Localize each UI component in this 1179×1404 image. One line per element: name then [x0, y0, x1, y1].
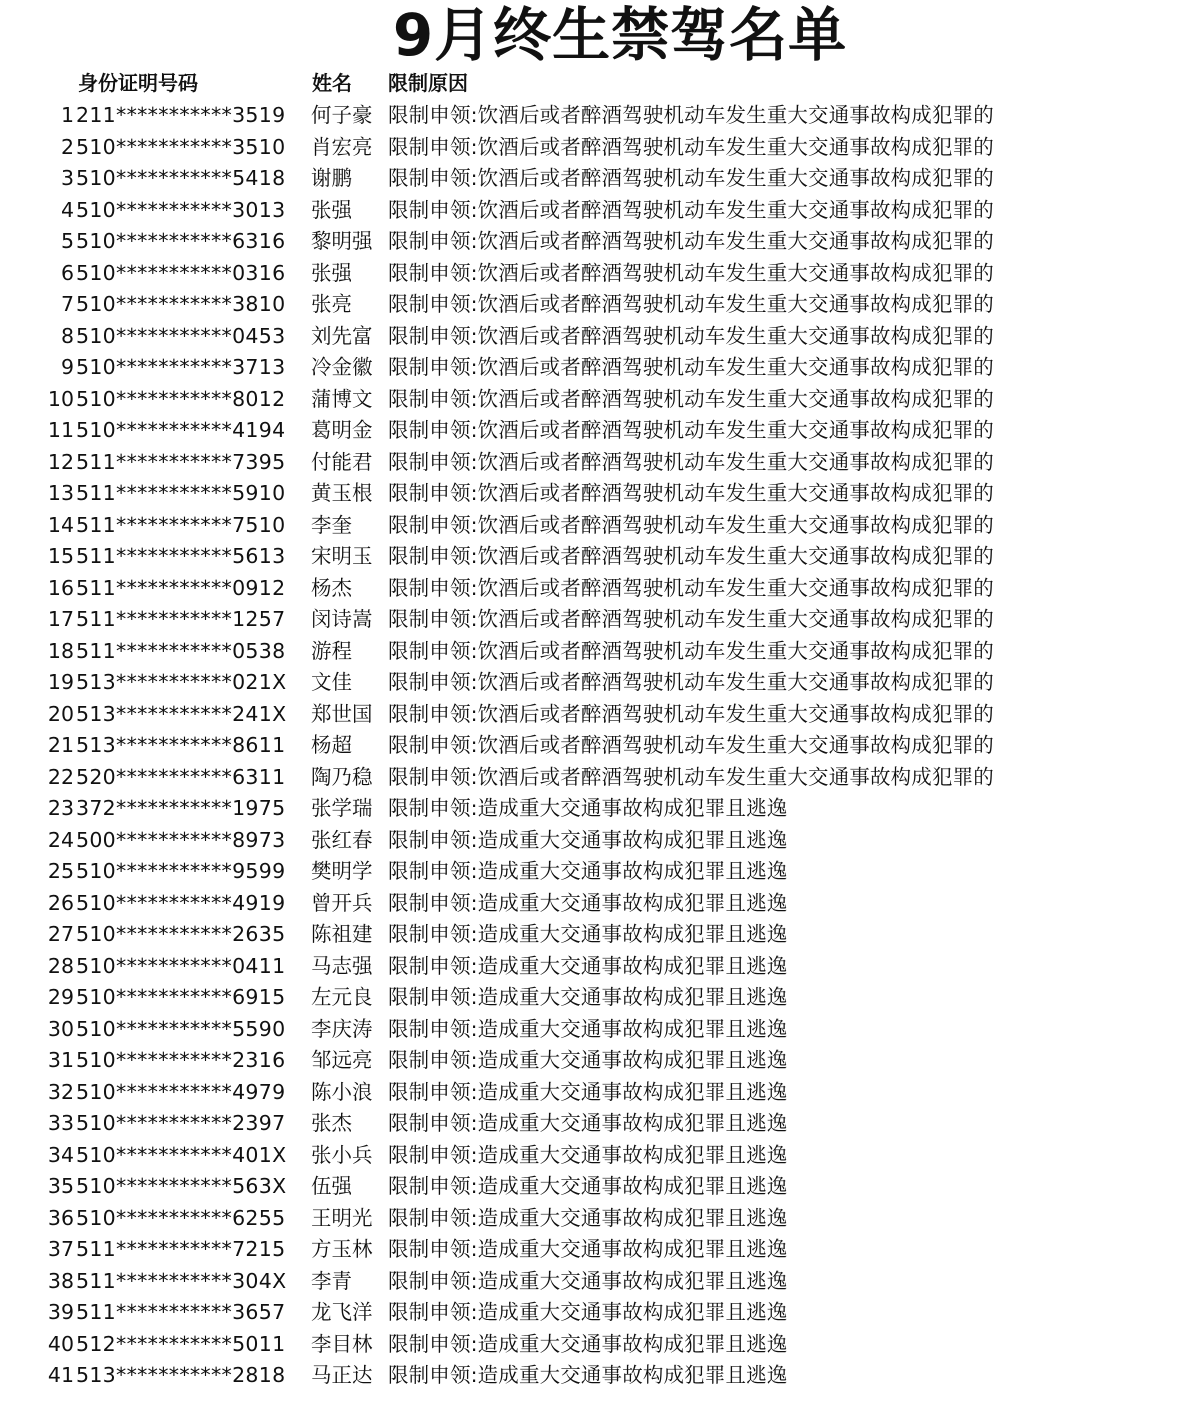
row-index: 5 — [60, 229, 74, 253]
row-id-number: 510***********5590 — [76, 1016, 286, 1041]
table-row — [0, 604, 1179, 636]
row-index: 40 — [47, 1331, 74, 1356]
row-id-number: 511***********3657 — [76, 1300, 286, 1324]
row-index: 8 — [60, 323, 74, 348]
row-index: 16 — [47, 575, 74, 600]
row-name: 张学瑞 — [311, 796, 373, 820]
row-id-number: 511***********7215 — [76, 1237, 286, 1261]
row-id-number: 510***********0411 — [76, 953, 286, 978]
table-row — [0, 730, 1179, 762]
row-id-number: 513***********021X — [76, 670, 287, 694]
row-index: 10 — [47, 386, 74, 411]
table-row — [0, 289, 1179, 321]
row-name: 李青 — [311, 1268, 352, 1293]
row-reason: 限制申领:饮酒后或者醉酒驾驶机动车发生重大交通事故构成犯罪的 — [388, 512, 994, 537]
row-id-number: 510***********5418 — [76, 166, 286, 190]
row-reason: 限制申领:造成重大交通事故构成犯罪且逃逸 — [388, 1048, 788, 1072]
row-id-number: 510***********401X — [76, 1142, 287, 1167]
row-id-number: 372***********1975 — [76, 796, 286, 820]
row-index: 15 — [47, 544, 74, 568]
row-id-number: 510***********6316 — [76, 229, 286, 253]
table-row — [0, 573, 1179, 605]
row-name: 宋明玉 — [311, 544, 373, 568]
row-index: 4 — [60, 197, 74, 222]
row-id-number: 511***********304X — [76, 1268, 287, 1293]
row-id-number: 510***********2635 — [76, 922, 286, 946]
row-reason: 限制申领:造成重大交通事故构成犯罪且逃逸 — [388, 796, 788, 820]
row-id-number: 511***********5613 — [76, 544, 286, 568]
row-reason: 限制申领:造成重大交通事故构成犯罪且逃逸 — [388, 1331, 788, 1356]
row-name: 王明光 — [311, 1205, 373, 1230]
row-name: 张小兵 — [311, 1142, 373, 1167]
row-reason: 限制申领:饮酒后或者醉酒驾驶机动车发生重大交通事故构成犯罪的 — [388, 134, 994, 159]
row-id-number: 510***********0316 — [76, 260, 286, 285]
row-id-number: 510***********4194 — [76, 418, 286, 442]
row-reason: 限制申领:饮酒后或者醉酒驾驶机动车发生重大交通事故构成犯罪的 — [388, 355, 994, 379]
row-reason: 限制申领:造成重大交通事故构成犯罪且逃逸 — [388, 1111, 788, 1135]
row-reason: 限制申领:造成重大交通事故构成犯罪且逃逸 — [388, 922, 788, 946]
row-id-number: 510***********2316 — [76, 1048, 286, 1072]
table-row — [0, 667, 1179, 699]
row-name: 马志强 — [311, 953, 373, 978]
row-reason: 限制申领:造成重大交通事故构成犯罪且逃逸 — [388, 985, 788, 1009]
row-index: 18 — [47, 638, 74, 663]
row-name: 杨杰 — [311, 575, 352, 600]
row-name: 何子豪 — [311, 103, 373, 127]
row-index: 33 — [47, 1111, 74, 1135]
table-row — [0, 258, 1179, 290]
row-index: 21 — [47, 733, 74, 757]
row-reason: 限制申领:饮酒后或者醉酒驾驶机动车发生重大交通事故构成犯罪的 — [388, 733, 994, 757]
row-name: 谢鹏 — [311, 166, 352, 190]
row-name: 张亮 — [311, 292, 352, 316]
row-reason: 限制申领:造成重大交通事故构成犯罪且逃逸 — [388, 1174, 788, 1198]
row-name: 李奎 — [311, 512, 352, 537]
table-row — [0, 762, 1179, 794]
row-name: 杨超 — [311, 733, 352, 757]
row-id-number: 211***********3519 — [76, 103, 286, 127]
row-reason: 限制申领:饮酒后或者醉酒驾驶机动车发生重大交通事故构成犯罪的 — [388, 481, 994, 505]
row-index: 7 — [60, 292, 74, 316]
row-reason: 限制申领:造成重大交通事故构成犯罪且逃逸 — [388, 953, 788, 978]
row-reason: 限制申领:饮酒后或者醉酒驾驶机动车发生重大交通事故构成犯罪的 — [388, 544, 994, 568]
table-row — [0, 1014, 1179, 1046]
table-row — [0, 478, 1179, 510]
row-reason: 限制申领:造成重大交通事故构成犯罪且逃逸 — [388, 1016, 788, 1041]
row-index: 31 — [47, 1048, 74, 1072]
row-reason: 限制申领:饮酒后或者醉酒驾驶机动车发生重大交通事故构成犯罪的 — [388, 197, 994, 222]
row-reason: 限制申领:饮酒后或者醉酒驾驶机动车发生重大交通事故构成犯罪的 — [388, 386, 994, 411]
table-body — [0, 100, 1179, 1392]
row-id-number: 500***********8973 — [76, 827, 286, 852]
row-id-number: 512***********5011 — [76, 1331, 286, 1356]
row-id-number: 511***********0538 — [76, 638, 286, 663]
row-index: 1 — [60, 103, 74, 127]
row-id-number: 513***********8611 — [76, 733, 286, 757]
row-name: 肖宏亮 — [311, 134, 373, 159]
row-index: 17 — [47, 607, 74, 631]
row-reason: 限制申领:饮酒后或者醉酒驾驶机动车发生重大交通事故构成犯罪的 — [388, 607, 994, 631]
row-id-number: 510***********6915 — [76, 985, 286, 1009]
page-title: 9月终生禁驾名单 — [392, 1, 848, 69]
row-reason: 限制申领:饮酒后或者醉酒驾驶机动车发生重大交通事故构成犯罪的 — [388, 166, 994, 190]
table-row — [0, 1266, 1179, 1298]
table-row — [0, 163, 1179, 195]
table-row — [0, 100, 1179, 132]
row-reason: 限制申领:饮酒后或者醉酒驾驶机动车发生重大交通事故构成犯罪的 — [388, 418, 994, 442]
row-index: 27 — [47, 922, 74, 946]
row-name: 葛明金 — [311, 418, 373, 442]
row-index: 29 — [47, 985, 74, 1009]
row-name: 张红春 — [311, 827, 373, 852]
table-row — [0, 541, 1179, 573]
row-index: 37 — [47, 1237, 74, 1261]
table-row — [0, 1171, 1179, 1203]
row-name: 伍强 — [311, 1174, 352, 1198]
table-row — [0, 321, 1179, 353]
row-name: 黎明强 — [311, 229, 373, 253]
row-index: 9 — [60, 355, 74, 379]
table-row — [0, 415, 1179, 447]
row-id-number: 510***********3013 — [76, 197, 286, 222]
row-index: 25 — [47, 859, 74, 883]
row-reason: 限制申领:造成重大交通事故构成犯罪且逃逸 — [388, 1079, 788, 1104]
row-index: 35 — [47, 1174, 74, 1198]
row-reason: 限制申领:造成重大交通事故构成犯罪且逃逸 — [388, 1300, 788, 1324]
table-row — [0, 1297, 1179, 1329]
row-id-number: 511***********1257 — [76, 607, 286, 631]
row-index: 38 — [47, 1268, 74, 1293]
row-index: 2 — [60, 134, 74, 159]
row-reason: 限制申领:饮酒后或者醉酒驾驶机动车发生重大交通事故构成犯罪的 — [388, 638, 994, 663]
row-name: 张强 — [311, 260, 352, 285]
row-reason: 限制申领:造成重大交通事故构成犯罪且逃逸 — [388, 1237, 788, 1261]
row-index: 12 — [47, 449, 74, 474]
row-index: 28 — [47, 953, 74, 978]
row-name: 郑世国 — [311, 701, 373, 726]
row-id-number: 510***********2397 — [76, 1111, 286, 1135]
table-row — [0, 1108, 1179, 1140]
row-name: 龙飞洋 — [311, 1300, 373, 1324]
row-name: 文佳 — [311, 670, 352, 694]
row-id-number: 510***********0453 — [76, 323, 286, 348]
row-index: 26 — [47, 890, 74, 915]
row-name: 张杰 — [311, 1111, 352, 1135]
row-index: 22 — [47, 764, 74, 789]
table-row — [0, 132, 1179, 164]
row-name: 陈小浪 — [311, 1079, 373, 1104]
row-reason: 限制申领:造成重大交通事故构成犯罪且逃逸 — [388, 1205, 788, 1230]
row-reason: 限制申领:饮酒后或者醉酒驾驶机动车发生重大交通事故构成犯罪的 — [388, 764, 994, 789]
row-index: 11 — [47, 418, 74, 442]
row-id-number: 511***********5910 — [76, 481, 286, 505]
row-reason: 限制申领:饮酒后或者醉酒驾驶机动车发生重大交通事故构成犯罪的 — [388, 323, 994, 348]
row-id-number: 513***********2818 — [76, 1363, 286, 1387]
table-row — [0, 195, 1179, 227]
table-row — [0, 1045, 1179, 1077]
table-row — [0, 856, 1179, 888]
table-row — [0, 447, 1179, 479]
row-name: 樊明学 — [311, 859, 373, 883]
row-reason: 限制申领:造成重大交通事故构成犯罪且逃逸 — [388, 1268, 788, 1293]
row-name: 方玉林 — [311, 1237, 373, 1261]
row-name: 付能君 — [311, 449, 373, 474]
row-id-number: 520***********6311 — [76, 764, 286, 789]
row-reason: 限制申领:饮酒后或者醉酒驾驶机动车发生重大交通事故构成犯罪的 — [388, 575, 994, 600]
row-id-number: 513***********241X — [76, 701, 287, 726]
row-reason: 限制申领:造成重大交通事故构成犯罪且逃逸 — [388, 827, 788, 852]
table-row — [0, 888, 1179, 920]
column-header-reason: 限制原因 — [388, 71, 468, 95]
table-row — [0, 951, 1179, 983]
column-header-id: 身份证明号码 — [78, 71, 198, 95]
row-index: 3 — [60, 166, 74, 190]
table-row — [0, 699, 1179, 731]
row-reason: 限制申领:造成重大交通事故构成犯罪且逃逸 — [388, 890, 788, 915]
row-reason: 限制申领:饮酒后或者醉酒驾驶机动车发生重大交通事故构成犯罪的 — [388, 229, 994, 253]
row-id-number: 510***********563X — [76, 1174, 287, 1198]
row-name: 左元良 — [311, 985, 373, 1009]
row-name: 冷金徽 — [311, 355, 373, 379]
row-reason: 限制申领:饮酒后或者醉酒驾驶机动车发生重大交通事故构成犯罪的 — [388, 670, 994, 694]
table-row — [0, 1077, 1179, 1109]
table-row — [0, 919, 1179, 951]
table-row — [0, 352, 1179, 384]
row-name: 陈祖建 — [311, 922, 373, 946]
row-index: 24 — [47, 827, 74, 852]
row-reason: 限制申领:饮酒后或者醉酒驾驶机动车发生重大交通事故构成犯罪的 — [388, 260, 994, 285]
row-name: 闵诗嵩 — [311, 607, 373, 631]
table-row — [0, 636, 1179, 668]
row-name: 李庆涛 — [311, 1016, 373, 1041]
row-reason: 限制申领:造成重大交通事故构成犯罪且逃逸 — [388, 1142, 788, 1167]
row-name: 游程 — [311, 638, 352, 663]
row-index: 41 — [47, 1363, 74, 1387]
row-reason: 限制申领:饮酒后或者醉酒驾驶机动车发生重大交通事故构成犯罪的 — [388, 292, 994, 316]
table-row — [0, 1329, 1179, 1361]
row-id-number: 510***********3810 — [76, 292, 286, 316]
row-id-number: 511***********0912 — [76, 575, 286, 600]
row-index: 34 — [47, 1142, 74, 1167]
table-row — [0, 1140, 1179, 1172]
row-reason: 限制申领:造成重大交通事故构成犯罪且逃逸 — [388, 1363, 788, 1387]
row-index: 14 — [47, 512, 74, 537]
row-id-number: 510***********8012 — [76, 386, 286, 411]
row-index: 6 — [60, 260, 74, 285]
row-name: 蒲博文 — [311, 386, 373, 411]
table-row — [0, 226, 1179, 258]
row-id-number: 511***********7395 — [76, 449, 286, 474]
row-index: 36 — [47, 1205, 74, 1230]
row-index: 39 — [47, 1300, 74, 1324]
row-index: 23 — [47, 796, 74, 820]
row-name: 张强 — [311, 197, 352, 222]
table-row — [0, 1360, 1179, 1392]
row-name: 黄玉根 — [311, 481, 373, 505]
table-row — [0, 1203, 1179, 1235]
row-index: 20 — [47, 701, 74, 726]
table-row — [0, 1234, 1179, 1266]
row-index: 19 — [47, 670, 74, 694]
row-index: 30 — [47, 1016, 74, 1041]
row-id-number: 511***********7510 — [76, 512, 286, 537]
table-row — [0, 510, 1179, 542]
row-reason: 限制申领:饮酒后或者醉酒驾驶机动车发生重大交通事故构成犯罪的 — [388, 449, 994, 474]
row-id-number: 510***********9599 — [76, 859, 286, 883]
table-row — [0, 793, 1179, 825]
row-id-number: 510***********6255 — [76, 1205, 286, 1230]
row-name: 邹远亮 — [311, 1048, 373, 1072]
row-name: 马正达 — [311, 1363, 373, 1387]
row-index: 32 — [47, 1079, 74, 1104]
row-reason: 限制申领:饮酒后或者醉酒驾驶机动车发生重大交通事故构成犯罪的 — [388, 103, 994, 127]
row-index: 13 — [47, 481, 74, 505]
row-id-number: 510***********3713 — [76, 355, 286, 379]
table-row — [0, 384, 1179, 416]
column-header-name: 姓名 — [312, 71, 352, 95]
table-row — [0, 982, 1179, 1014]
row-reason: 限制申领:造成重大交通事故构成犯罪且逃逸 — [388, 859, 788, 883]
row-name: 陶乃稳 — [311, 764, 373, 789]
table-row — [0, 825, 1179, 857]
row-id-number: 510***********4919 — [76, 890, 286, 915]
row-name: 曾开兵 — [311, 890, 373, 915]
row-name: 刘先富 — [311, 323, 373, 348]
row-id-number: 510***********3510 — [76, 134, 286, 159]
row-name: 李目林 — [311, 1331, 373, 1356]
row-id-number: 510***********4979 — [76, 1079, 286, 1104]
row-reason: 限制申领:饮酒后或者醉酒驾驶机动车发生重大交通事故构成犯罪的 — [388, 701, 994, 726]
table-header — [0, 68, 1179, 98]
